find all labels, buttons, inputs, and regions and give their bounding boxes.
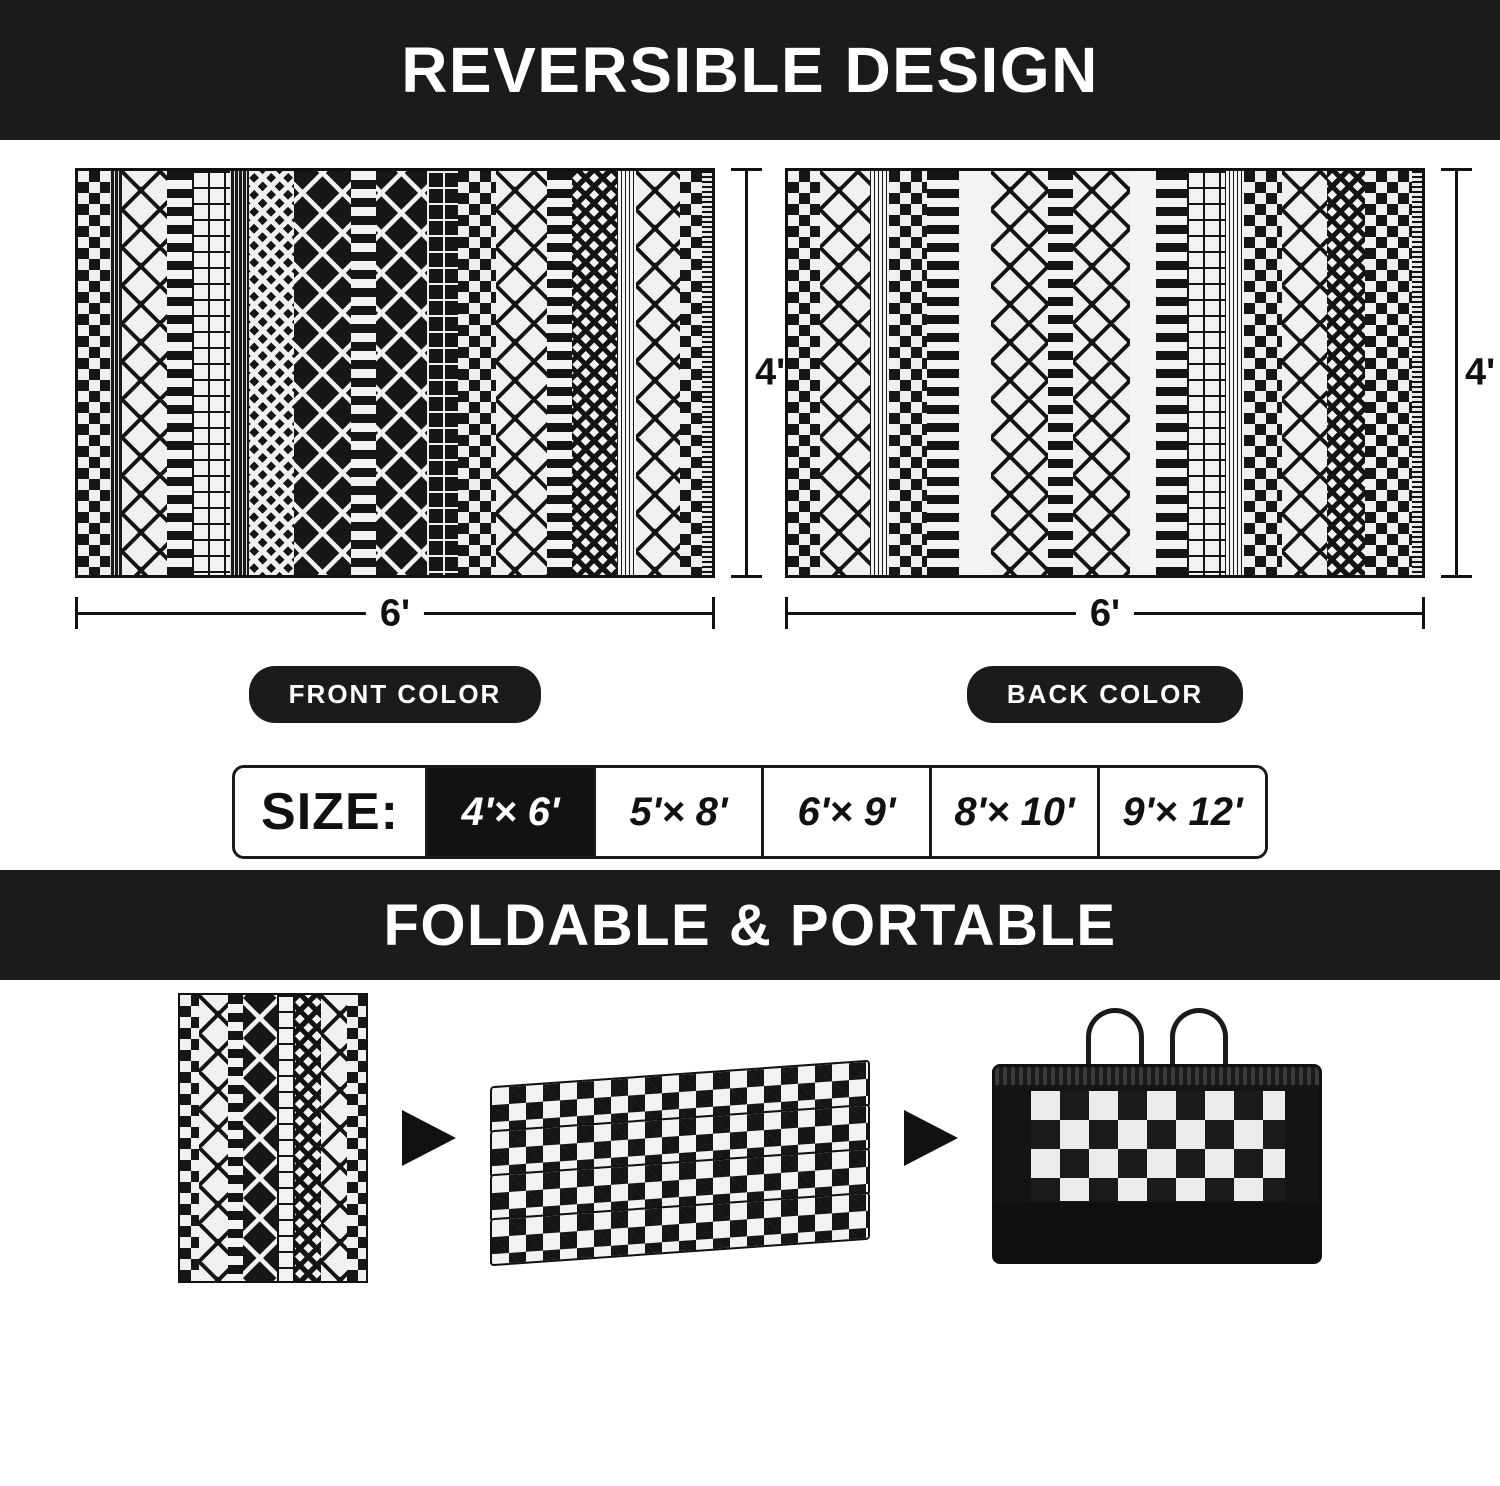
rug-stripe: [820, 171, 871, 575]
rug-stripe: [78, 171, 110, 575]
bag-zipper: [995, 1067, 1319, 1085]
rug-stripe: [110, 171, 123, 575]
rug-stripe: [243, 995, 276, 1281]
rug-stripe: [1282, 171, 1326, 575]
rug-stripe: [1130, 171, 1155, 575]
reversible-section: [0, 140, 1500, 870]
bag-handle-left: [1086, 1008, 1144, 1070]
rug-stripe: [376, 171, 427, 575]
flat-rug-icon: [178, 993, 368, 1283]
rug-stripe: [295, 995, 321, 1281]
fold-step-flat: [178, 993, 368, 1283]
size-option-5x8[interactable]: 5'× 8': [593, 768, 761, 856]
rug-front-height-label: 4': [753, 348, 787, 399]
banner-reversible-design: [0, 0, 1500, 140]
rug-back-pattern: [788, 171, 1422, 575]
dimension-cap: [731, 168, 762, 171]
rug-stripe: [277, 995, 296, 1281]
rug-stripe: [870, 171, 889, 575]
rug-stripe: [547, 171, 572, 575]
size-option-4x6[interactable]: 4'× 6': [425, 768, 593, 856]
dimension-cap: [1441, 575, 1472, 578]
size-selector: [232, 765, 1268, 859]
rug-stripe: [458, 171, 496, 575]
bag-handle-right: [1170, 1008, 1228, 1070]
bag-bottom-panel: [995, 1203, 1319, 1261]
bag-handles: [1082, 1008, 1232, 1070]
rug-stripe: [1156, 171, 1188, 575]
rug-stripe: [1244, 171, 1282, 575]
rug-back-width-label: 6': [1076, 593, 1134, 636]
rug-stripe: [351, 171, 376, 575]
arrow-right-icon: [904, 1110, 958, 1166]
rug-block-front: [75, 168, 786, 723]
rug-stripe: [680, 171, 712, 575]
rugs-row: [0, 168, 1500, 723]
rug-stripe: [180, 995, 199, 1281]
rug-stripe: [959, 171, 991, 575]
rug-stripe: [122, 171, 166, 575]
rug-stripe: [199, 995, 229, 1281]
dimension-cap: [1422, 597, 1425, 629]
foldable-section: [0, 980, 1500, 1280]
bag-mesh-window: [1031, 1091, 1285, 1201]
dimension-cap: [712, 597, 715, 629]
size-option-6x9[interactable]: 6'× 9': [761, 768, 929, 856]
banner-top-title: REVERSIBLE DESIGN: [401, 34, 1099, 106]
dimension-cap: [785, 597, 788, 629]
rug-stripe: [1365, 171, 1422, 575]
rug-back-tag-row: [785, 666, 1425, 723]
rug-stripe: [1073, 171, 1130, 575]
size-selector-wrap: [0, 765, 1500, 859]
rug-stripe: [294, 171, 351, 575]
back-color-badge: BACK COLOR: [967, 666, 1243, 723]
rug-stripe: [636, 171, 680, 575]
arrow-right-icon: [402, 1110, 456, 1166]
rug-front-height-dimension: [723, 168, 786, 578]
rug-stripe: [927, 171, 959, 575]
rug-stripe: [1187, 171, 1225, 575]
rug-stripe: [991, 171, 1048, 575]
banner-bottom-title: FOLDABLE & PORTABLE: [383, 892, 1117, 958]
rug-stripe: [321, 995, 347, 1281]
size-option-8x10[interactable]: 8'× 10': [929, 768, 1097, 856]
rug-stripe: [788, 171, 820, 575]
rug-stripe: [167, 171, 192, 575]
rug-stripe: [617, 171, 636, 575]
fold-step-folded: [490, 1023, 870, 1253]
rug-back-icon: [785, 168, 1425, 578]
rug-front-tag-row: [75, 666, 715, 723]
fold-arrow-2: [904, 1110, 958, 1166]
fold-step-bag: [992, 1008, 1322, 1268]
rug-stripe: [1327, 171, 1365, 575]
rug-stripe: [427, 171, 459, 575]
rug-stripe: [347, 995, 366, 1281]
rug-stripe: [572, 171, 616, 575]
dimension-cap: [75, 597, 78, 629]
rug-stripe: [249, 171, 293, 575]
dimension-line: [745, 168, 748, 578]
rug-stripe: [1048, 171, 1073, 575]
front-color-badge: FRONT COLOR: [249, 666, 542, 723]
rug-block-back: [785, 168, 1496, 723]
bag-body: [992, 1064, 1322, 1264]
rug-back-width-dimension: [785, 588, 1425, 640]
rug-front-icon: [75, 168, 715, 578]
rug-stripe: [496, 171, 547, 575]
dimension-line: [1455, 168, 1458, 578]
rug-front-pattern: [78, 171, 712, 575]
rug-back-height-label: 4': [1463, 348, 1497, 399]
fold-arrow-1: [402, 1110, 456, 1166]
rug-back-height-dimension: [1433, 168, 1496, 578]
rug-stripe: [889, 171, 927, 575]
dimension-cap: [1441, 168, 1472, 171]
folded-rug-icon: [490, 1023, 870, 1253]
dimension-cap: [731, 575, 762, 578]
size-option-9x12[interactable]: 9'× 12': [1097, 768, 1265, 856]
rug-front-width-label: 6': [366, 593, 424, 636]
rug-stripe: [230, 171, 249, 575]
carry-bag-icon: [992, 1008, 1322, 1268]
rug-stripe: [1225, 171, 1244, 575]
size-selector-label: SIZE:: [261, 783, 399, 841]
rug-front-width-dimension: [75, 588, 715, 640]
rug-stripe: [228, 995, 243, 1281]
rug-stripe: [192, 171, 230, 575]
banner-foldable-portable: [0, 870, 1500, 980]
